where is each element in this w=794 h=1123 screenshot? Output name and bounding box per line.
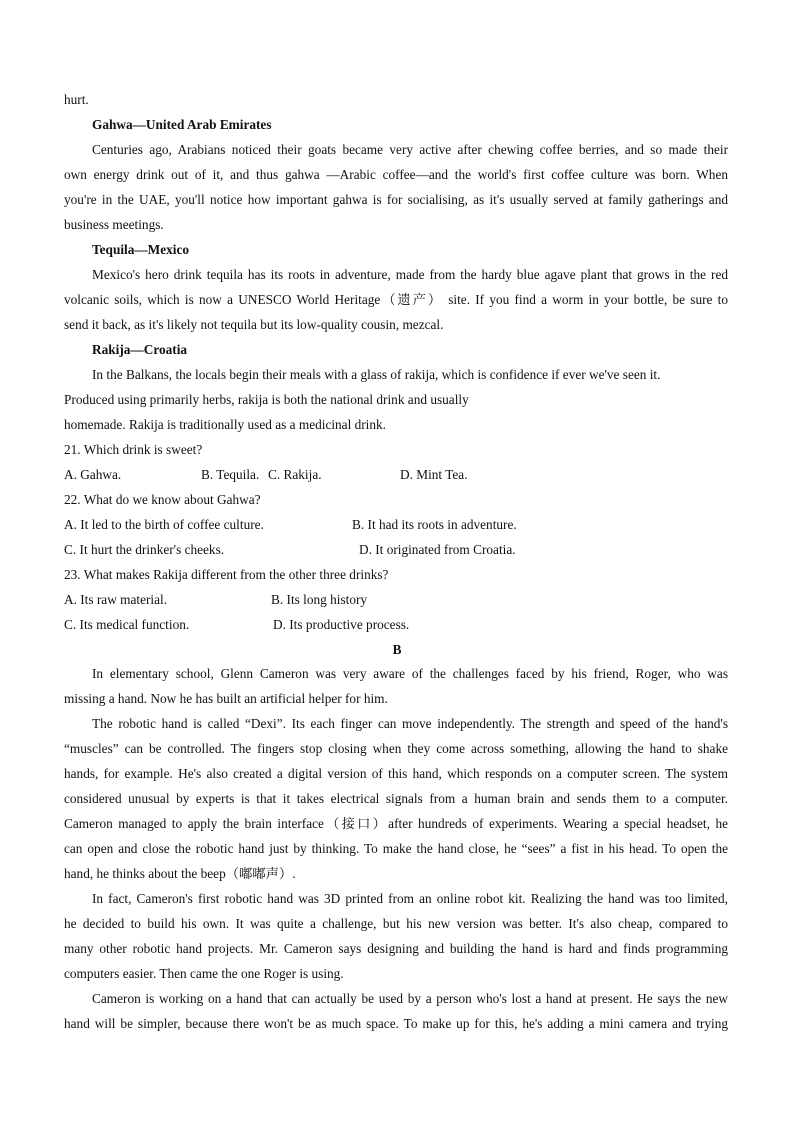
paragraph-line: Mexico's hero drink tequila has its roots in adventure, made from the hardy blue agave plant that grows in the red <box>92 267 728 282</box>
question-23-option-d: D. Its productive process. <box>273 617 410 632</box>
question-22-stem: 22. What do we know about Gahwa? <box>64 492 261 507</box>
question-21-option-c: C. Rakija. <box>268 467 322 482</box>
passage-a-tail: hurt. <box>64 92 89 107</box>
question-23-option-c: C. Its medical function. <box>64 617 190 632</box>
paragraph-line: you're in the UAE, you'll notice how important gahwa is for socialising, as it's usually served at family gatherings and <box>64 192 728 207</box>
question-21-option-b: B. Tequila. <box>201 467 260 482</box>
paragraph-line: volcanic soils, which is now a UNESCO World Heritage（遗产） site. If you find a worm in your bottle, be sure to <box>64 292 728 307</box>
question-22-option-c: C. It hurt the drinker's cheeks. <box>64 542 225 557</box>
question-22-option-a: A. It led to the birth of coffee culture. <box>64 517 264 532</box>
paragraph-line: Produced using primarily herbs, rakija is both the national drink and usually <box>64 392 469 407</box>
question-23-option-b: B. Its long history <box>271 592 368 607</box>
paragraph-line: In the Balkans, the locals begin their meals with a glass of rakija, which is confidence if ever we've seen it. <box>92 367 661 382</box>
paragraph-line: hand, he thinks about the beep（嘟嘟声）. <box>64 866 296 881</box>
paragraph-line: homemade. Rakija is traditionally used as a medicinal drink. <box>64 417 386 432</box>
question-21-option-d: D. Mint Tea. <box>400 467 468 482</box>
paragraph-line: many other robotic hand projects. Mr. Cameron says designing and building the hand is hard and finds programming <box>64 941 728 956</box>
paragraph-line: hands, for example. He's also created a digital version of this hand, which responds on a computer screen. The system <box>64 766 728 781</box>
paragraph-line: Cameron managed to apply the brain interface（接口）after hundreds of experiments. Wearing a special headset, he <box>64 816 728 831</box>
paragraph-line: considered unusual by experts is that it takes electrical signals from a human brain and sends them to a computer. <box>64 791 728 806</box>
question-23-option-a: A. Its raw material. <box>64 592 168 607</box>
paragraph-line: The robotic hand is called “Dexi”. Its each finger can move independently. The strength and speed of the hand's <box>92 716 728 731</box>
paragraph-line: can open and close the robotic hand just by thinking. To make the hand close, he “sees” a fist in his head. To open the <box>64 841 728 856</box>
paragraph-line: missing a hand. Now he has built an artificial helper for him. <box>64 691 388 706</box>
paragraph-line: computers easier. Then came the one Roger is using. <box>64 966 344 981</box>
section-heading-gahwa: Gahwa—United Arab Emirates <box>92 117 272 132</box>
section-heading-b: B <box>392 642 402 657</box>
paragraph-line: he decided to build his own. It was quite a challenge, but his new version was better. It's also cheap, compared to <box>64 916 728 931</box>
question-23-stem: 23. What makes Rakija different from the other three drinks? <box>64 567 389 582</box>
question-21-option-a: A. Gahwa. <box>64 467 122 482</box>
section-heading-rakija: Rakija—Croatia <box>92 342 188 357</box>
paragraph-line: “muscles” can be controlled. The fingers stop closing when they come across something, allowing the hand to shake <box>64 741 728 756</box>
paragraph-line: hand will be simpler, because there won't be as much space. To make up for this, he's adding a mini camera and trying <box>64 1016 728 1031</box>
section-heading-tequila: Tequila—Mexico <box>92 242 190 257</box>
paragraph-line: send it back, as it's likely not tequila but its low-quality cousin, mezcal. <box>64 317 444 332</box>
paragraph-line: own energy drink out of it, and thus gahwa —Arabic coffee—and the world's first coffee culture was born. When <box>64 167 728 182</box>
question-22-option-d: D. It originated from Croatia. <box>359 542 516 557</box>
question-21-stem: 21. Which drink is sweet? <box>64 442 203 457</box>
paragraph-line: business meetings. <box>64 217 164 232</box>
question-22-option-b: B. It had its roots in adventure. <box>352 517 517 532</box>
paragraph-line: In elementary school, Glenn Cameron was very aware of the challenges faced by his friend, Roger, who was <box>92 666 728 681</box>
paragraph-line: Centuries ago, Arabians noticed their goats became very active after chewing coffee berries, and so made their <box>92 142 728 157</box>
paragraph-line: In fact, Cameron's first robotic hand was 3D printed from an online robot kit. Realizing the hand was too limited, <box>92 891 728 906</box>
paragraph-line: Cameron is working on a hand that can actually be used by a person who's lost a hand at present. He says the new <box>92 991 728 1006</box>
